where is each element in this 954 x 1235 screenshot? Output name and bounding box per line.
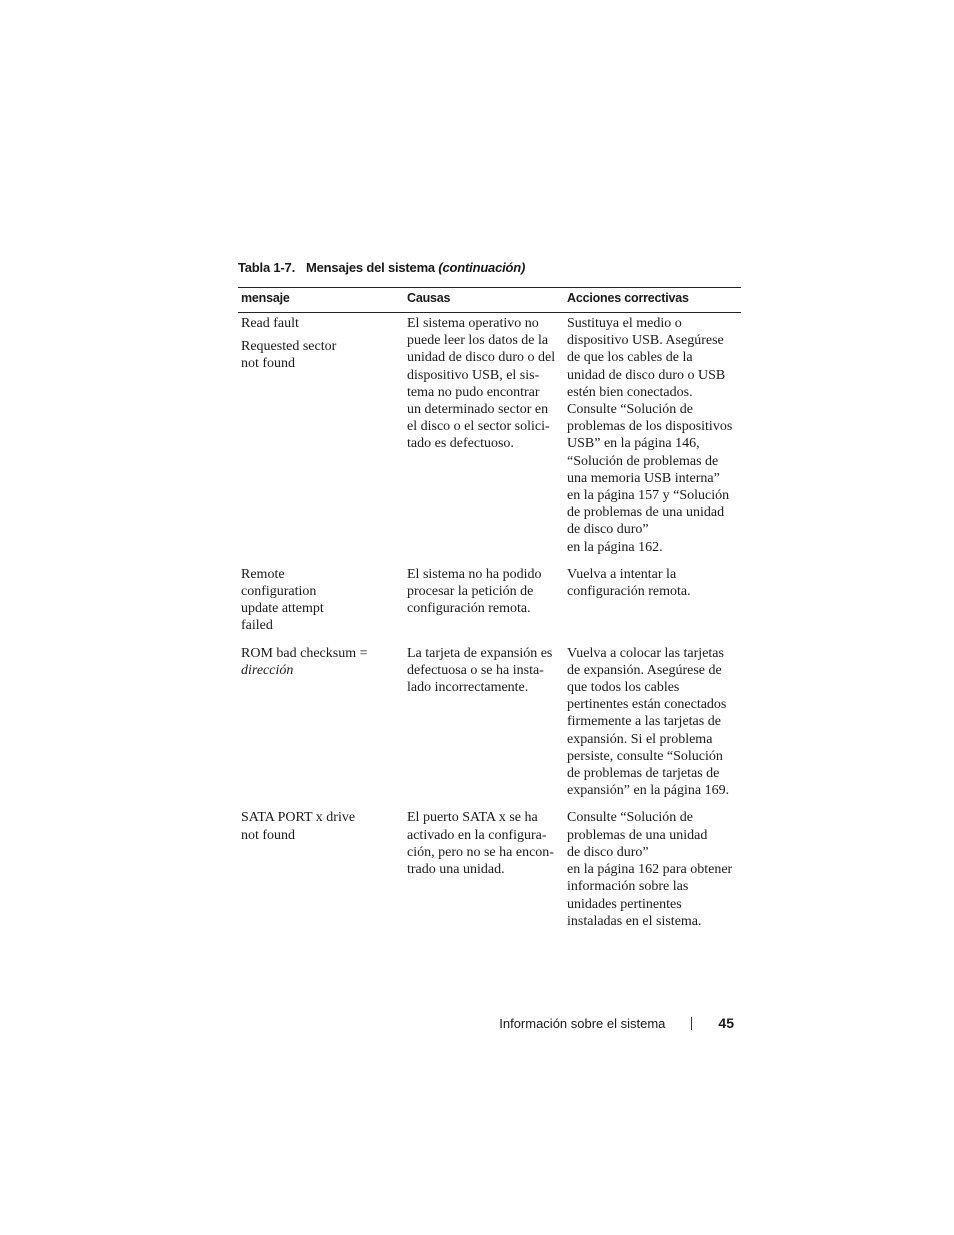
footer-section-title: Información sobre el sistema [499, 1015, 666, 1031]
table-row [238, 645, 741, 810]
cause-cell: La tarjeta de expansión es defectuosa o se ha insta- lado incorrectamente. [407, 645, 553, 696]
message-variable: dirección [241, 662, 294, 678]
message-text: Requested sector not found [241, 339, 337, 372]
cause-cell: El sistema no ha podido procesar la petición de configuración remota. [407, 566, 542, 617]
table-number: Tabla 1-7. [238, 260, 296, 275]
header-causes: Causas [404, 288, 564, 313]
cause-cell: El sistema operativo no puede leer los datos de la unidad de disco duro o del dispositivo USB, el sis- tema no pudo encontrar un determinado sector en el disco o el sector solici- tado es defectuoso. [407, 316, 556, 452]
page-footer [499, 1015, 734, 1031]
message-text: Read fault [241, 316, 299, 331]
table-row [238, 809, 741, 939]
page-number: 45 [718, 1015, 734, 1031]
table-caption [238, 260, 525, 275]
message-cell [238, 313, 404, 566]
header-actions: Acciones correctivas [564, 288, 741, 313]
table-row [238, 566, 741, 645]
action-cell: Vuelva a colocar las tarjetas de expansión. Asegúrese de que todos los cables pertinentes están conectados firmemente a las tarjetas de expansión. Si el problema persiste, consulte “Solución de problemas de tarjetas de expansión” en la página 169. [567, 645, 730, 799]
table-continuation: (continuación) [438, 260, 526, 275]
message-cell [238, 645, 404, 810]
header-message: mensaje [238, 288, 404, 313]
message-cell: SATA PORT x drive not found [241, 810, 356, 843]
table-title: Mensajes del sistema [306, 260, 435, 275]
action-cell: Consulte “Solución de problemas de una unidad de disco duro” en la página 162 para obtener información sobre las unidades pertinentes instaladas en el sistema. [567, 810, 733, 929]
action-cell: Sustituya el medio o dispositivo USB. Asegúrese de que los cables de la unidad de disco duro o USB estén bien conectados. Consulte “Solución de problemas de los dispositivos USB” en la página 146, “Solución de problemas de una memoria USB interna” en la página 157 y “Solución de problemas de una unidad de disco duro” en la página 162. [567, 316, 733, 555]
table-row [238, 313, 741, 566]
footer-divider [691, 1017, 692, 1030]
cause-cell: El puerto SATA x se ha activado en la configura- ción, pero no se ha encon- trado una unidad. [407, 810, 554, 878]
action-cell: Vuelva a intentar la configuración remota. [567, 566, 691, 600]
system-messages-table [238, 287, 741, 940]
message-cell: Remote configuration update attempt failed [241, 566, 324, 634]
table-header-row [238, 288, 741, 313]
message-text: ROM bad checksum = [241, 645, 368, 661]
